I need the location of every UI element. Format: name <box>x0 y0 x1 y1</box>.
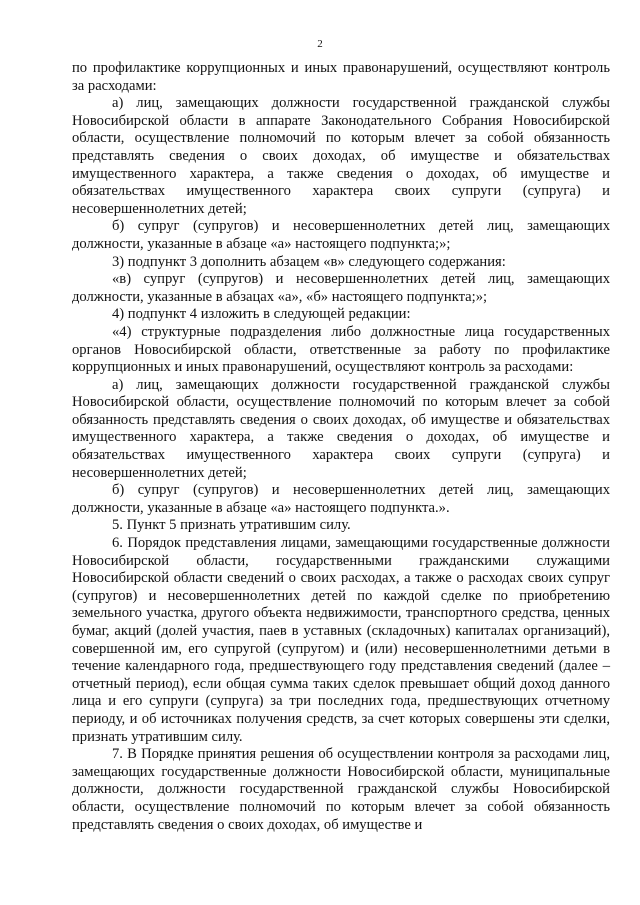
document-body <box>72 60 610 834</box>
paragraph: 7. В Порядке принятия решения об осуществлении контроля за расходами лиц, замещающих государственные должности Новосибирской области, муниципальные должности, должности государственной гражданской службы Новосибирской области, осуществление полномочий по которым влечет за собой обязанность представлять сведения о своих доходах, об имуществе и <box>72 746 610 833</box>
paragraph: 3) подпункт 3 дополнить абзацем «в» следующего содержания: <box>112 253 506 270</box>
page-number: 2 <box>317 38 323 50</box>
paragraph: б) супруг (супругов) и несовершеннолетних детей лиц, замещающих должности, указанные в абзаце «а» настоящего подпункта;»; <box>72 218 610 252</box>
paragraph: 4) подпункт 4 изложить в следующей редакции: <box>112 306 411 323</box>
paragraph: б) супруг (супругов) и несовершеннолетних детей лиц, замещающих должности, указанные в абзаце «а» настоящего подпункта.». <box>72 482 610 516</box>
paragraph: а) лиц, замещающих должности государственной гражданской службы Новосибирской области, осуществление полномочий по которым влечет за собой обязанность представлять сведения о своих доходах, об имуществе и обязательствах имущественного характера, а также сведения о доходах, об имуществе и обязательствах имущественного характера своих супруги (супруга) и несовершеннолетних детей; <box>72 376 610 481</box>
paragraph: 6. Порядок представления лицами, замещающими государственные должности Новосибирской области, государственными гражданскими служащими Новосибирской области сведений о своих расходах, а также о расходах своих супруг (супругов) и несовершеннолетних детей по каждой сделке по приобретению земельного участка, другого объекта недвижимости, транспортного средства, ценных бумаг, акций (долей участия, паев в уставных (складочных) капиталах организаций), совершенной им, его супругой (супругом) и (или) несовершеннолетними детьми в течение календарного года, предшествующего году представления сведений (далее – отчетный период), если общая сумма таких сделок превышает общий доход данного лица и его супруги (супруга) за три последних года, предшествующих отчетному периоду, и об источниках получения средств, за счет которых совершены эти сделки, признать утратившим силу. <box>72 535 610 745</box>
paragraph: а) лиц, замещающих должности государственной гражданской службы Новосибирской области в аппарате Законодательного Собрания Новосибирской области, осуществление полномочий по которым влечет за собой обязанность представлять сведения о своих доходах, об имуществе и обязательствах имущественного характера, а также сведения о доходах, об имуществе и обязательствах имущественного характера своих супруги (супруга) и несовершеннолетних детей; <box>72 95 610 217</box>
paragraph: «4) структурные подразделения либо должностные лица государственных органов Новосибирской области, ответственные за работу по профилактике коррупционных и иных правонарушений, осуществляют контроль за расходами: <box>72 323 610 376</box>
paragraph: «в) супруг (супругов) и несовершеннолетних детей лиц, замещающих должности, указанные в абзацах «а», «б» настоящего подпункта;»; <box>72 271 610 305</box>
paragraph: 5. Пункт 5 признать утратившим силу. <box>112 517 351 534</box>
paragraph: по профилактике коррупционных и иных правонарушений, осуществляют контроль за расходами: <box>72 60 610 94</box>
